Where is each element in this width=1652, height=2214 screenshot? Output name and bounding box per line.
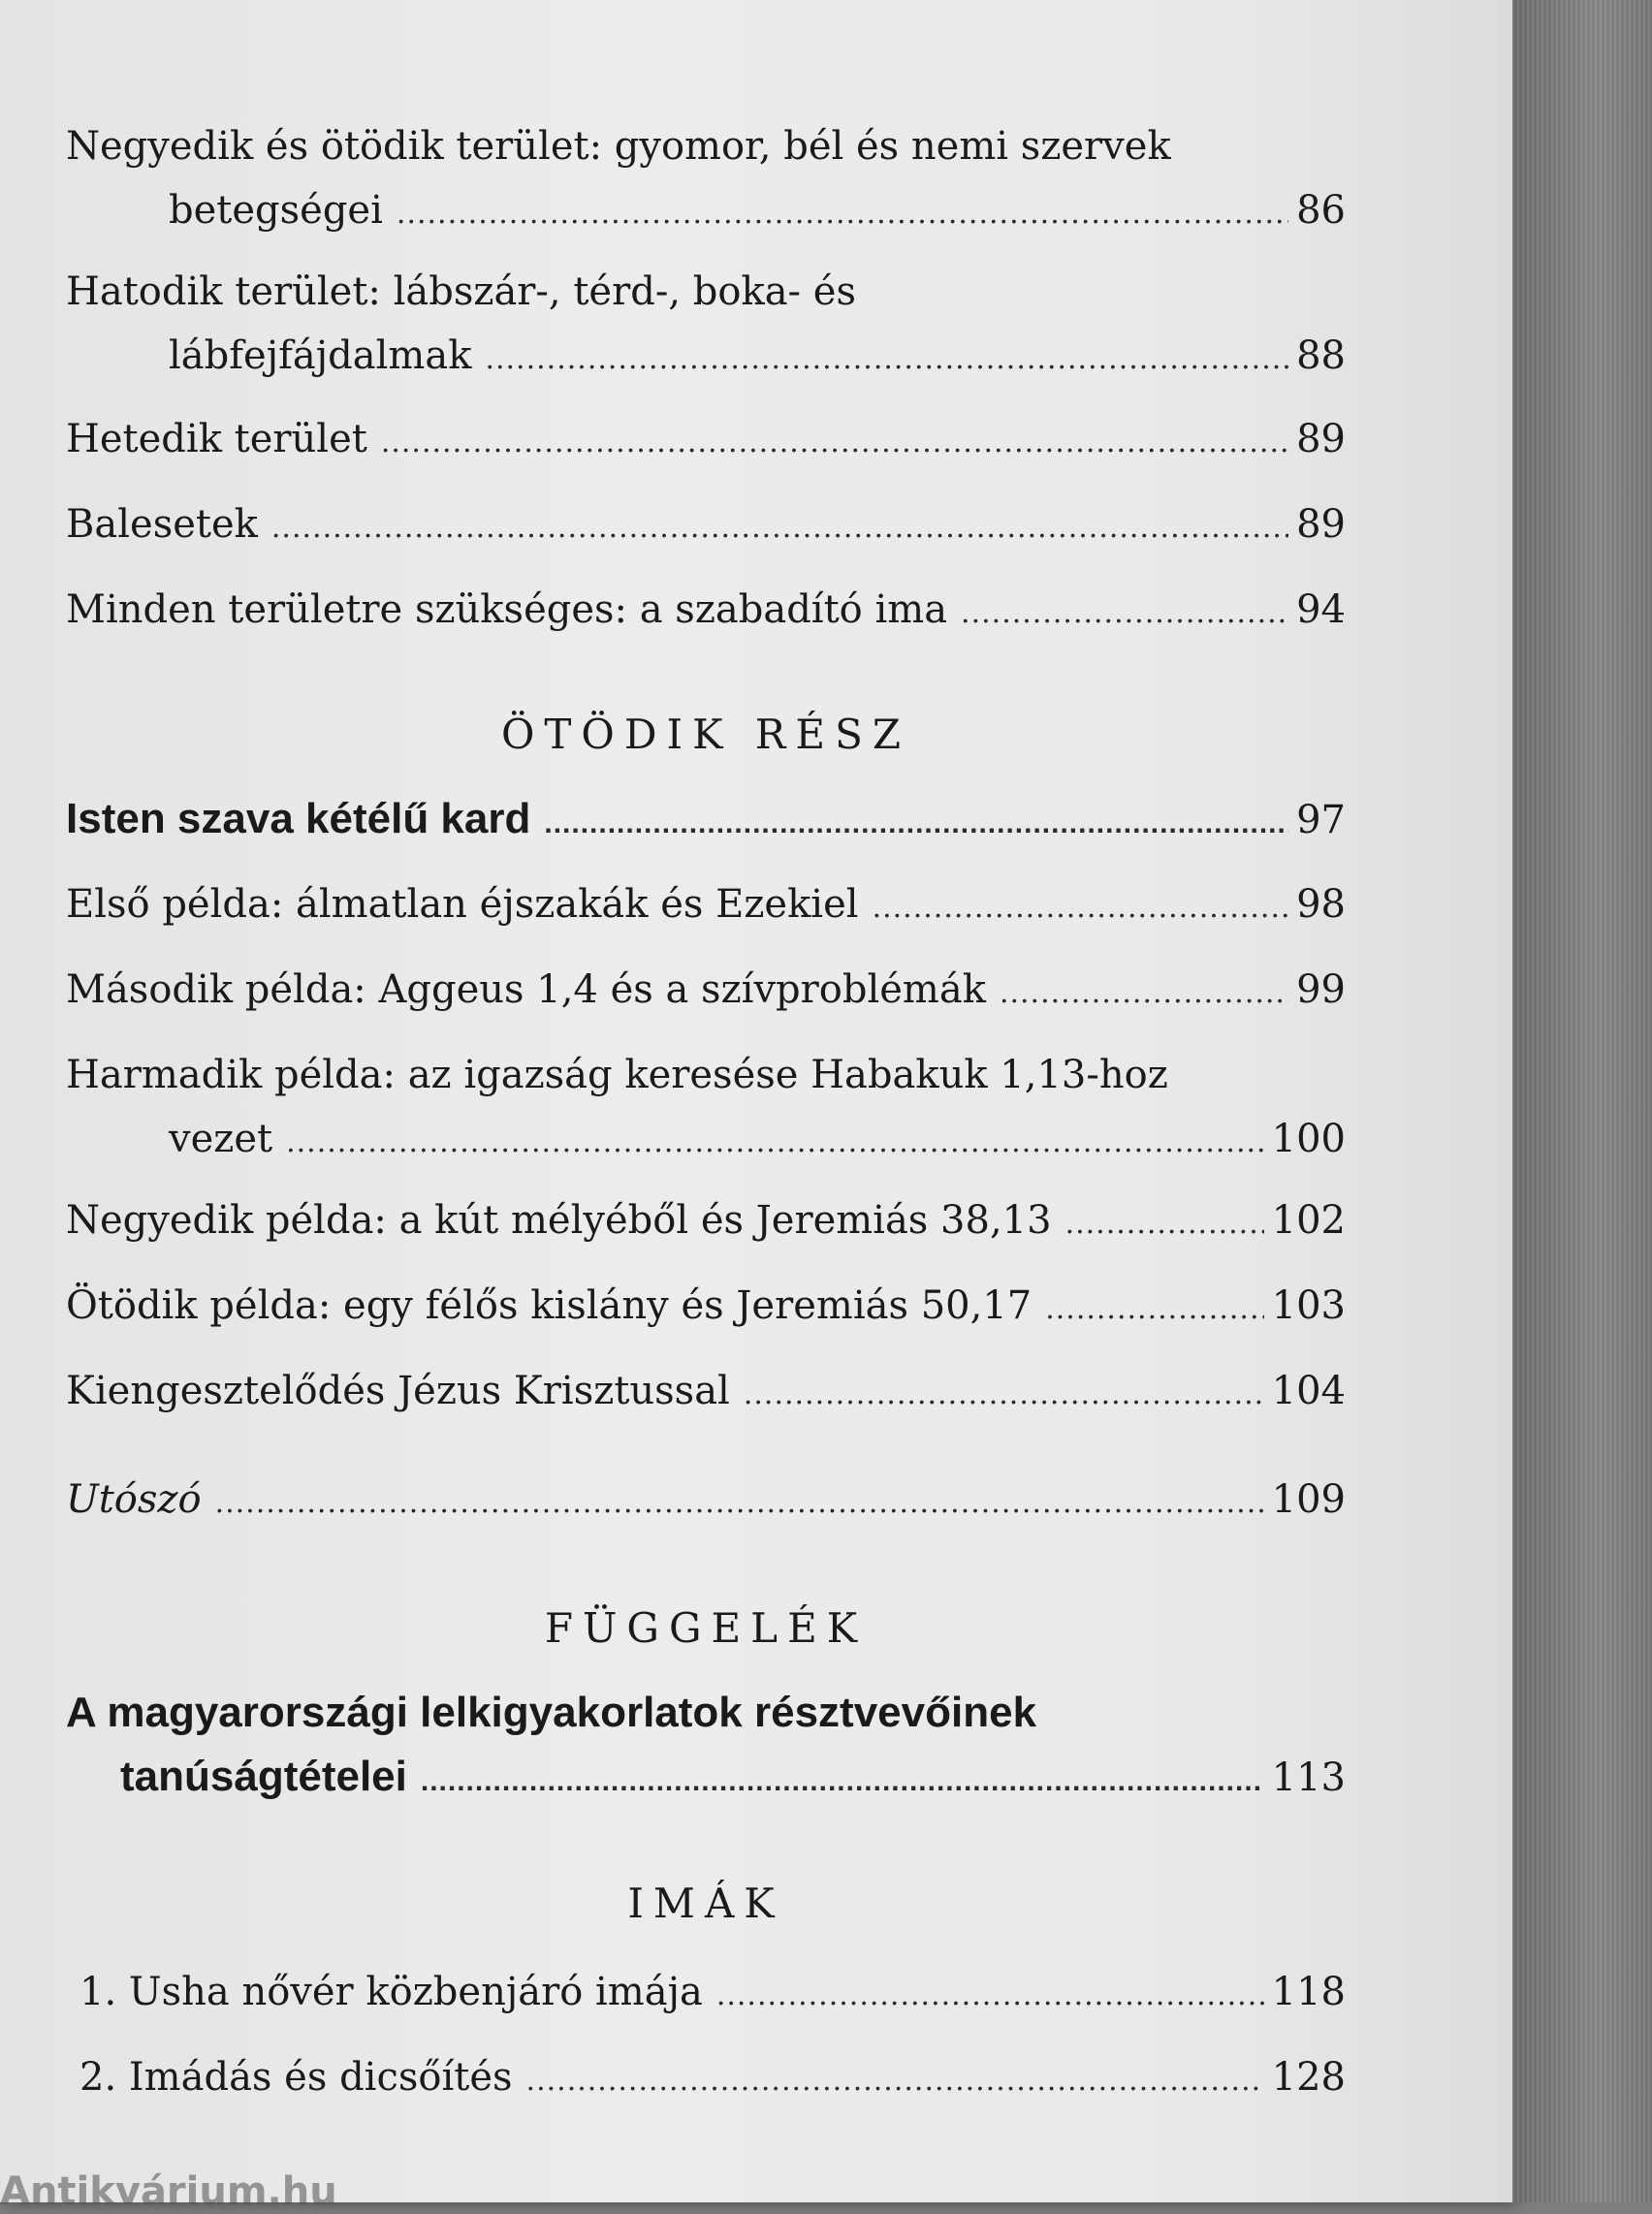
toc-entry	[66, 578, 1346, 646]
dot-leader	[1045, 1278, 1263, 1342]
toc-entry	[66, 2045, 1346, 2113]
toc-entry-page: 89	[1296, 502, 1346, 547]
toc-entry-title: Isten szava kétélű kard	[66, 795, 531, 842]
section-heading: FÜGGELÉK	[544, 1604, 868, 1652]
toc-entry	[66, 1468, 1346, 1535]
toc-entry-title: Minden területre szükséges: a szabadító ima	[66, 587, 948, 632]
toc-entry-title: Balesetek	[66, 502, 258, 547]
toc-entry-page: 100	[1271, 1117, 1346, 1161]
toc-entry-title-line1: Hatodik terület: lábszár-, térd-, boka- és	[66, 269, 856, 314]
dot-leader	[544, 792, 1288, 856]
toc-entry-page: 118	[1271, 1970, 1346, 2014]
dot-leader	[1000, 962, 1288, 1026]
toc-entry	[66, 407, 1346, 475]
toc-entry-page: 103	[1271, 1283, 1346, 1328]
dot-leader	[397, 182, 1288, 246]
dot-leader	[271, 496, 1288, 560]
section-heading: ÖTÖDIK RÉSZ	[500, 711, 911, 758]
toc-entry-title: betegségei	[169, 188, 383, 233]
toc-entry-title: vezet	[169, 1117, 273, 1161]
toc-entry-title: lábfejfájdalmak	[169, 333, 472, 378]
toc-entry-page: 97	[1296, 798, 1346, 842]
dot-leader	[286, 1111, 1264, 1175]
toc-entry	[66, 958, 1346, 1026]
toc-entry	[66, 1359, 1346, 1427]
toc-entry-title-line1: A magyarországi lelkigyakorlatok résztvevőinek	[66, 1689, 1037, 1736]
dot-leader	[381, 411, 1288, 475]
toc-entry-title: Első példa: álmatlan éjszakák és Ezekiel	[66, 882, 859, 927]
toc-entry-title: Utószó	[66, 1477, 202, 1522]
toc-entry-page: 109	[1271, 1477, 1346, 1522]
toc-entry-page: 86	[1296, 188, 1346, 233]
dot-leader	[421, 1750, 1264, 1814]
dot-leader	[526, 2049, 1264, 2113]
toc-entry-page: 99	[1296, 967, 1346, 1012]
toc-entry-page: 94	[1296, 587, 1346, 632]
toc-entry-title: Ötödik példa: egy félős kislány és Jeremiás 50,17	[66, 1283, 1032, 1328]
toc-entry-title-line1: Negyedik és ötödik terület: gyomor, bél és nemi szervek	[66, 124, 1171, 169]
toc-entry-page: 104	[1271, 1369, 1346, 1413]
toc-entry	[66, 872, 1346, 940]
dot-leader	[744, 1363, 1264, 1427]
toc-entry	[66, 114, 1346, 246]
toc-entry-page: 113	[1271, 1755, 1346, 1800]
toc-entry-title: Második példa: Aggeus 1,4 és a szívproblémák	[66, 967, 986, 1012]
dot-leader	[215, 1471, 1264, 1535]
toc-entry-title: Negyedik példa: a kút mélyéből és Jeremiás 38,13	[66, 1198, 1052, 1243]
toc-entry	[66, 492, 1346, 560]
toc-entry	[66, 1681, 1346, 1814]
section-heading: IMÁK	[627, 1880, 784, 1927]
toc-entry	[66, 1188, 1346, 1256]
toc-entry-title: tanúságtételei	[120, 1753, 407, 1800]
toc-entry-page: 98	[1296, 882, 1346, 927]
toc-entry-page: 128	[1271, 2055, 1346, 2100]
toc-entry-title: Hetedik terület	[66, 417, 367, 461]
toc-entry-title: 2. Imádás és dicsőítés	[79, 2055, 513, 2100]
toc-entry	[66, 260, 1346, 392]
toc-entry	[66, 1960, 1346, 2028]
dot-leader	[716, 1964, 1264, 2028]
dot-leader	[961, 582, 1288, 646]
toc-entry-title: 1. Usha nővér közbenjáró imája	[79, 1970, 703, 2014]
toc-entry	[66, 787, 1346, 856]
toc-entry-page: 89	[1296, 417, 1346, 461]
toc-entry-title: Kiengesztelődés Jézus Krisztussal	[66, 1369, 730, 1413]
dot-leader	[873, 876, 1289, 940]
dot-leader	[485, 328, 1288, 392]
toc-entry-page: 88	[1296, 333, 1346, 378]
background-surface	[1512, 0, 1652, 2202]
watermark: Antikvárium.hu	[0, 2169, 337, 2214]
toc-entry-page: 102	[1271, 1198, 1346, 1243]
toc-entry	[66, 1274, 1346, 1342]
toc-entry-title-line1: Harmadik példa: az igazság keresése Habakuk 1,13-hoz	[66, 1053, 1168, 1097]
toc-entry	[66, 1043, 1346, 1175]
dot-leader	[1065, 1192, 1264, 1256]
